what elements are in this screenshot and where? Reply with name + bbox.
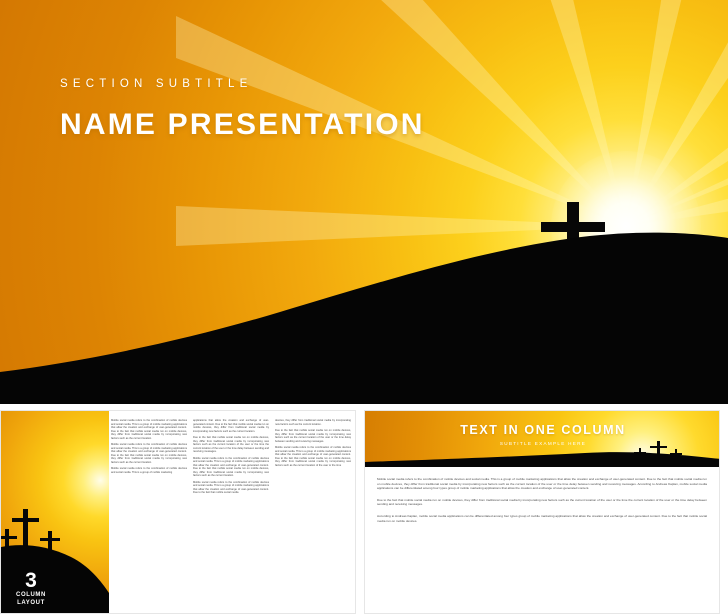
paragraph: applications that allow the creation and exchange of user-generated content. Due to the fact that mobile social media run on mobile devices, they differ from traditional social media by incorporating new factors such as the current location. bbox=[193, 419, 269, 433]
paragraph: Mobile social media refers to the combination of mobile devices and social media. This is a group of mobile marketing applications that allow the creation and exchange of user-generated content. Due to the fact that mobile social media run on mobile devices, they differ from traditional social media by incorporating new factors such as the current location of the user or the time delay between sending and receiving messages. According to Andreas Kaplan, mobile social media applications can be differentiated among four types group of mobile marketing applications that allow the creation and exchange of user-generated content. bbox=[377, 477, 707, 491]
paragraph: Due to the fact that mobile social media run on mobile devices, they differ from traditional social media by incorporating new factors such as the current location of the user or the time the current location of the user or the time delay between sending and receiving messages. bbox=[377, 497, 707, 507]
paragraph: Mobile social media refers to the combination of mobile devices and social media. This is a group of mobile marketing applications that allow the creation and exchange of user-generated content. Due to the fact that mobile social media bbox=[193, 480, 269, 494]
hill-and-crosses-silhouette bbox=[0, 104, 728, 404]
paragraph: Due to the fact that mobile social media run on mobile devices, they differ from traditional social media by incorporating new factors such as the current location of the user or the time delay between sending and receiving messages. bbox=[275, 429, 351, 443]
slide-thumbnail-three-column[interactable] bbox=[0, 410, 356, 614]
body-column-1 bbox=[111, 419, 187, 609]
paragraph: Due to the fact that mobile social media run on mobile devices, they differ from traditional social media by incorporating new factors such as the current location of the user or the time the current location of the user or the time delay between sending and receiving messages. bbox=[193, 436, 269, 453]
thumbnail-subtitle: SUBTITLE EXAMPLE HERE bbox=[499, 441, 587, 446]
badge-label-line2: LAYOUT bbox=[17, 600, 45, 606]
three-column-body bbox=[111, 419, 351, 609]
page-title: NAME PRESENTATION bbox=[60, 108, 425, 141]
slide-thumbnail-row bbox=[0, 404, 728, 616]
paragraph: Mobile social media refers to the combination of mobile devices and social media. This is a group of mobile marketing bbox=[111, 467, 187, 474]
one-column-body bbox=[377, 477, 707, 530]
paragraph: According to Andreas Kaplan, mobile social media applications can be differentiated among four types group of mobile marketing applications that allow the creation and exchange of user-generated content. Due to the fact that mobile social media run on mobile devices. bbox=[377, 513, 707, 523]
slide-thumbnail-one-column[interactable] bbox=[364, 410, 720, 614]
thumbnail-title: TEXT IN ONE COLUMN bbox=[460, 423, 626, 437]
paragraph: devices, they differ from traditional social media by incorporating new factors such as the current location. bbox=[275, 419, 351, 426]
paragraph: Mobile social media refers to the combination of mobile devices and social media. This is a group of mobile marketing applications that allow the creation and exchange of user-generated content. Due to the fact that mobile social media run on mobile devices, they differ from traditional social media by incorporating new factors such as the current location. bbox=[111, 419, 187, 440]
badge-number: 3 bbox=[25, 569, 37, 592]
thumbnail-header-banner bbox=[365, 411, 720, 467]
paragraph: Mobile social media refers to the combination of mobile devices and social media. This is a group of mobile marketing applications that allow the creation and exchange of user-generated content. Due to the fact that mobile social media run on mobile devices, they differ from traditional social media by incorporating new factors such as the current location of the user or the time bbox=[275, 446, 351, 467]
section-subtitle: SECTION SUBTITLE bbox=[60, 78, 253, 90]
thumbnail-sun-panel bbox=[1, 411, 109, 614]
body-column-3 bbox=[275, 419, 351, 609]
title-block bbox=[60, 78, 425, 142]
paragraph: Mobile social media refers to the combination of mobile devices and social media. This is a group of mobile marketing applications that allow the creation and exchange of user-generated content. Due to the fact that mobile social media run on mobile devices, they differ from traditional social media by incorporating new factors such as the current location. bbox=[111, 443, 187, 464]
body-column-2 bbox=[193, 419, 269, 609]
column-count-badge bbox=[1, 565, 61, 614]
paragraph: Mobile social media refers to the combination of mobile devices and social media. This is a group of mobile marketing applications that allow the creation and exchange of user-generated content. Due to the fact that mobile social media run on mobile devices, they differ from traditional social media by incorporating new factors such as the current location. bbox=[193, 456, 269, 477]
badge-label-line1: COLUMN bbox=[16, 592, 46, 598]
